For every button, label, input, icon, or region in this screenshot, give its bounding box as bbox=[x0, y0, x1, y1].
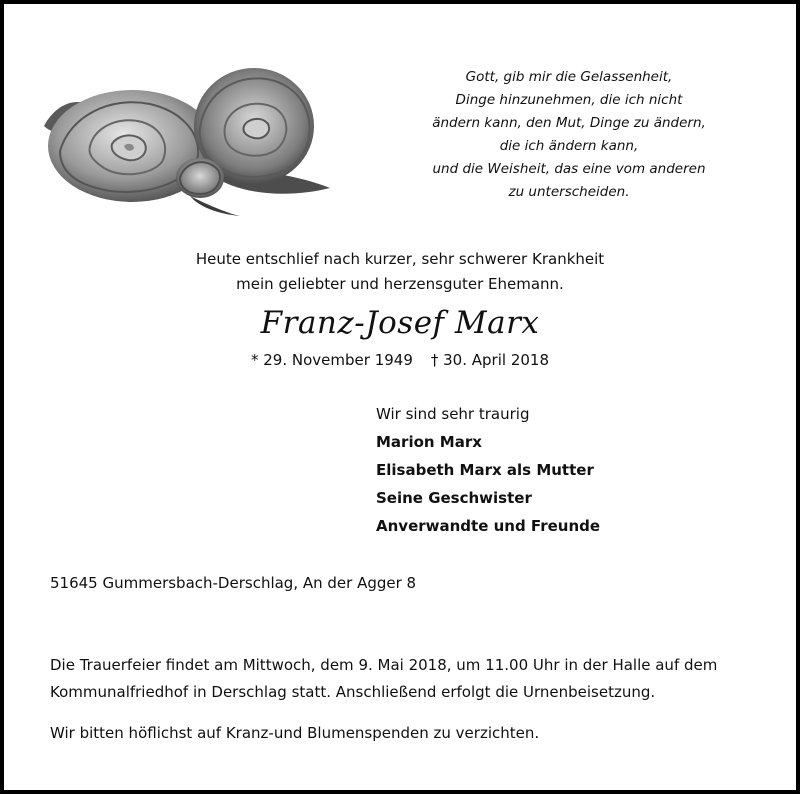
address: 51645 Gummersbach-Derschlag, An der Agger 8 bbox=[50, 574, 417, 592]
poem-line: und die Weisheit, das eine vom anderen bbox=[432, 161, 706, 177]
poem-line: zu unterscheiden. bbox=[508, 184, 630, 200]
mourner-name: Marion Marx bbox=[376, 433, 482, 451]
birth-date: * 29. November 1949 bbox=[251, 351, 413, 369]
mourner-name: Seine Geschwister bbox=[376, 489, 532, 507]
mourners-lead: Wir sind sehr traurig bbox=[376, 405, 530, 423]
intro-line: mein geliebter und herzensguter Ehemann. bbox=[236, 275, 564, 293]
donation-request: Wir bitten höflichst auf Kranz-und Blumenspenden zu verzichten. bbox=[50, 724, 540, 742]
life-dates bbox=[4, 348, 796, 373]
roses-icon bbox=[40, 56, 332, 216]
intro-line: Heute entschlief nach kurzer, sehr schwerer Krankheit bbox=[195, 250, 605, 268]
death-date: † 30. April 2018 bbox=[430, 351, 549, 369]
intro-text bbox=[4, 247, 796, 297]
poem bbox=[404, 66, 734, 204]
ceremony-line: Die Trauerfeier findet am Mittwoch, dem 9. Mai 2018, um 11.00 Uhr in der Halle auf dem bbox=[50, 656, 718, 674]
deceased-name: Franz-Josef Marx bbox=[260, 305, 540, 341]
poem-line: ändern kann, den Mut, Dinge zu ändern, bbox=[432, 115, 706, 131]
mourner-name: Anverwandte und Freunde bbox=[376, 517, 601, 535]
ceremony-info bbox=[50, 652, 770, 706]
mourner-name: Elisabeth Marx als Mutter bbox=[376, 461, 594, 479]
ceremony-line: Kommunalfriedhof in Derschlag statt. Anschließend erfolgt die Urnenbeisetzung. bbox=[50, 683, 656, 701]
poem-line: Gott, gib mir die Gelassenheit, bbox=[465, 69, 673, 85]
poem-line: die ich ändern kann, bbox=[499, 138, 639, 154]
mourners bbox=[376, 400, 600, 540]
poem-line: Dinge hinzunehmen, die ich nicht bbox=[455, 92, 683, 108]
